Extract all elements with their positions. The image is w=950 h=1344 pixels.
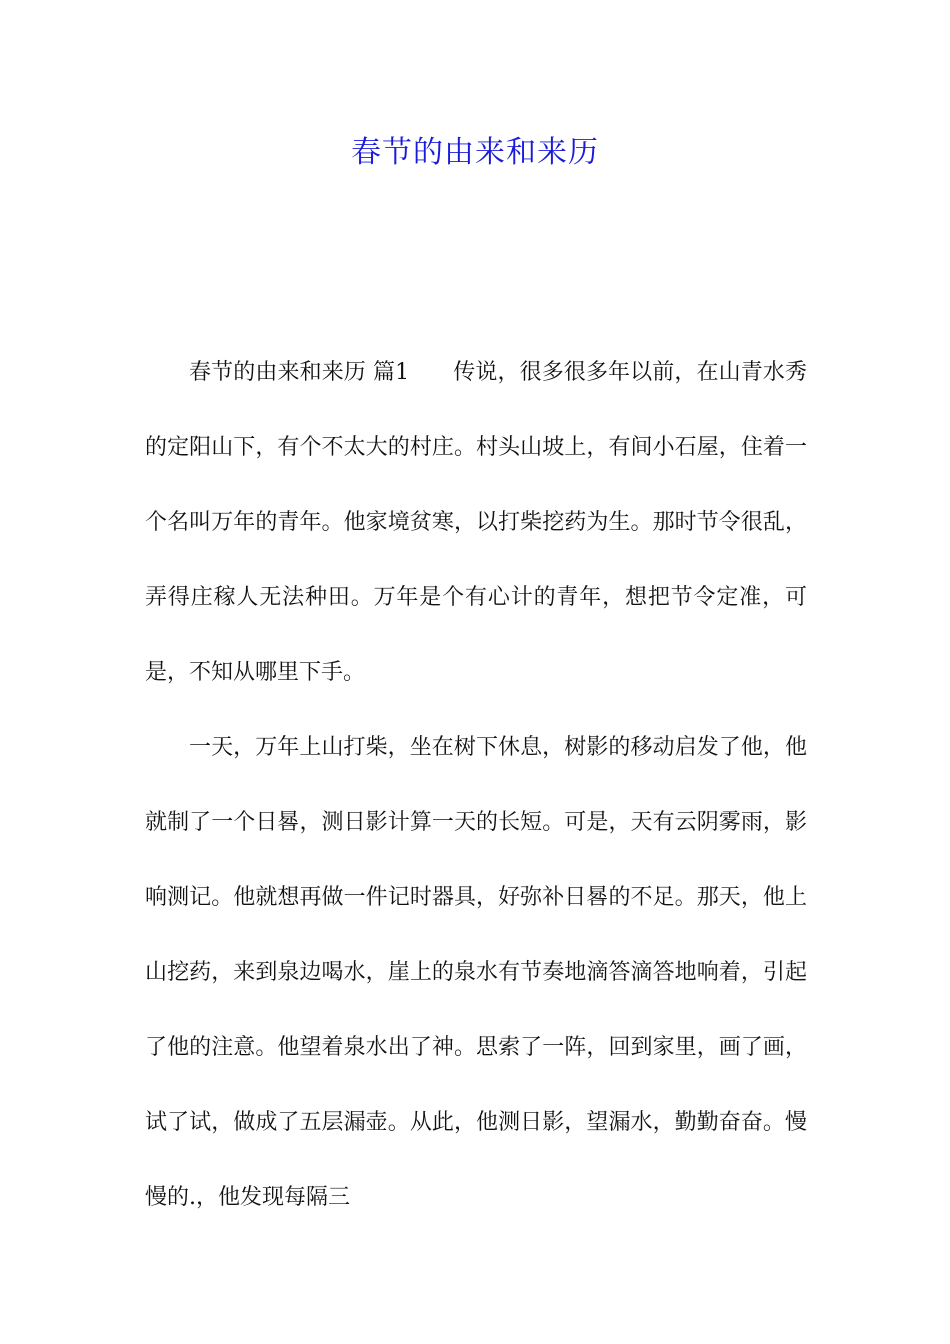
paragraph-2 bbox=[145, 710, 807, 1235]
paragraph-1 bbox=[145, 335, 807, 710]
paragraph-2-text: 一天，万年上山打柴，坐在树下休息，树影的移动启发了他，他就制了一个日晷，测日影计算一天的长短。可是，天有云阴雾雨，影响测记。他就想再做一件记时器具，好弥补日晷的不足。那天，他上山挖药，来到泉边喝水，崖上的泉水有节奏地滴答滴答地响着，引起了他的注意。他望着泉水出了神。思索了一阵，回到家里，画了画，试了试，做成了五层漏壶。从此，他测日影，望漏水，勤勤奋奋。慢慢的.，他发现每隔三 bbox=[145, 735, 807, 1210]
document-body bbox=[145, 335, 807, 1235]
paragraph-1-text: 传说，很多很多年以前，在山青水秀的定阳山下，有个不太大的村庄。村头山坡上，有间小石屋，住着一个名叫万年的青年。他家境贫寒，以打柴挖药为生。那时节令很乱，弄得庄稼人无法种田。万年是个有心计的青年，想把节令定准，可是，不知从哪里下手。 bbox=[145, 360, 807, 685]
section-heading: 春节的由来和来历 篇1 bbox=[189, 360, 410, 385]
document-title: 春节的由来和来历 bbox=[351, 135, 599, 170]
